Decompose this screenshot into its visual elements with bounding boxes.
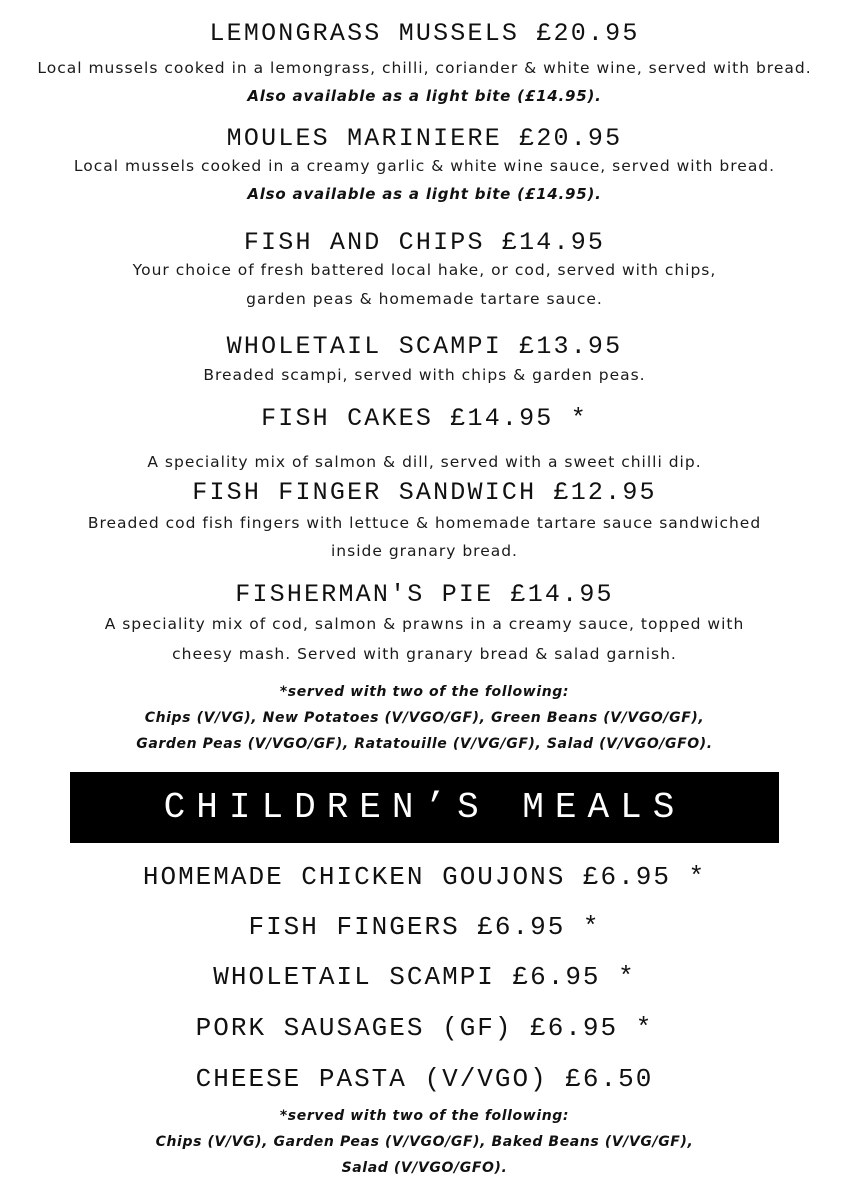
dish-description: inside granary bread.: [331, 542, 518, 560]
dish-description: A speciality mix of salmon & dill, served with a sweet chilli dip.: [147, 453, 702, 471]
sides-note-heading: *served with two of the following:: [279, 684, 570, 700]
kids-sides-note-line: Chips (V/VG), Garden Peas (V/VGO/GF), Baked Beans (V/VG/GF),: [155, 1134, 694, 1150]
dish-description: garden peas & homemade tartare sauce.: [246, 290, 603, 308]
dish-note: Also available as a light bite (£14.95).: [247, 87, 602, 105]
dish-title: FISH AND CHIPS £14.95: [243, 228, 606, 257]
kids-menu-item: WHOLETAIL SCAMPI £6.95 *: [213, 962, 636, 992]
kids-menu-item: PORK SAUSAGES (GF) £6.95 *: [195, 1013, 654, 1043]
dish-description: Your choice of fresh battered local hake, or cod, served with chips,: [132, 261, 717, 279]
dish-title: MOULES MARINIERE £20.95: [226, 124, 623, 153]
dish-description: Local mussels cooked in a lemongrass, chilli, coriander & white wine, served with bread.: [37, 59, 812, 77]
dish-title: FISH CAKES £14.95 *: [261, 404, 588, 433]
dish-description: A speciality mix of cod, salmon & prawns in a creamy sauce, topped with: [104, 615, 745, 633]
dish-description: Breaded scampi, served with chips & garden peas.: [203, 366, 646, 384]
dish-note: Also available as a light bite (£14.95).: [247, 185, 602, 203]
kids-sides-note-line: Salad (V/VGO/GFO).: [341, 1160, 508, 1176]
dish-title: WHOLETAIL SCAMPI £13.95: [226, 332, 623, 361]
dish-description: cheesy mash. Served with granary bread & salad garnish.: [172, 645, 677, 663]
kids-menu-item: FISH FINGERS £6.95 *: [248, 912, 601, 942]
dish-title: FISHERMAN'S PIE £14.95: [235, 580, 614, 609]
sides-note-line: Garden Peas (V/VGO/GF), Ratatouille (V/VG/GF), Salad (V/VGO/GFO).: [136, 736, 713, 752]
dish-description: Local mussels cooked in a creamy garlic & white wine sauce, served with bread.: [73, 157, 776, 175]
dish-title: LEMONGRASS MUSSELS £20.95: [209, 19, 640, 48]
kids-menu-item: CHEESE PASTA (V/VGO) £6.50: [195, 1064, 654, 1094]
kids-sides-note-heading: *served with two of the following:: [279, 1108, 570, 1124]
dish-description: Breaded cod fish fingers with lettuce & homemade tartare sauce sandwiched: [87, 514, 762, 532]
section-banner: [70, 772, 779, 843]
section-heading: CHILDREN’S MEALS: [163, 786, 686, 828]
kids-menu-item: HOMEMADE CHICKEN GOUJONS £6.95 *: [142, 862, 707, 892]
sides-note-line: Chips (V/VG), New Potatoes (V/VGO/GF), Green Beans (V/VGO/GF),: [144, 710, 705, 726]
dish-title: FISH FINGER SANDWICH £12.95: [192, 478, 657, 507]
